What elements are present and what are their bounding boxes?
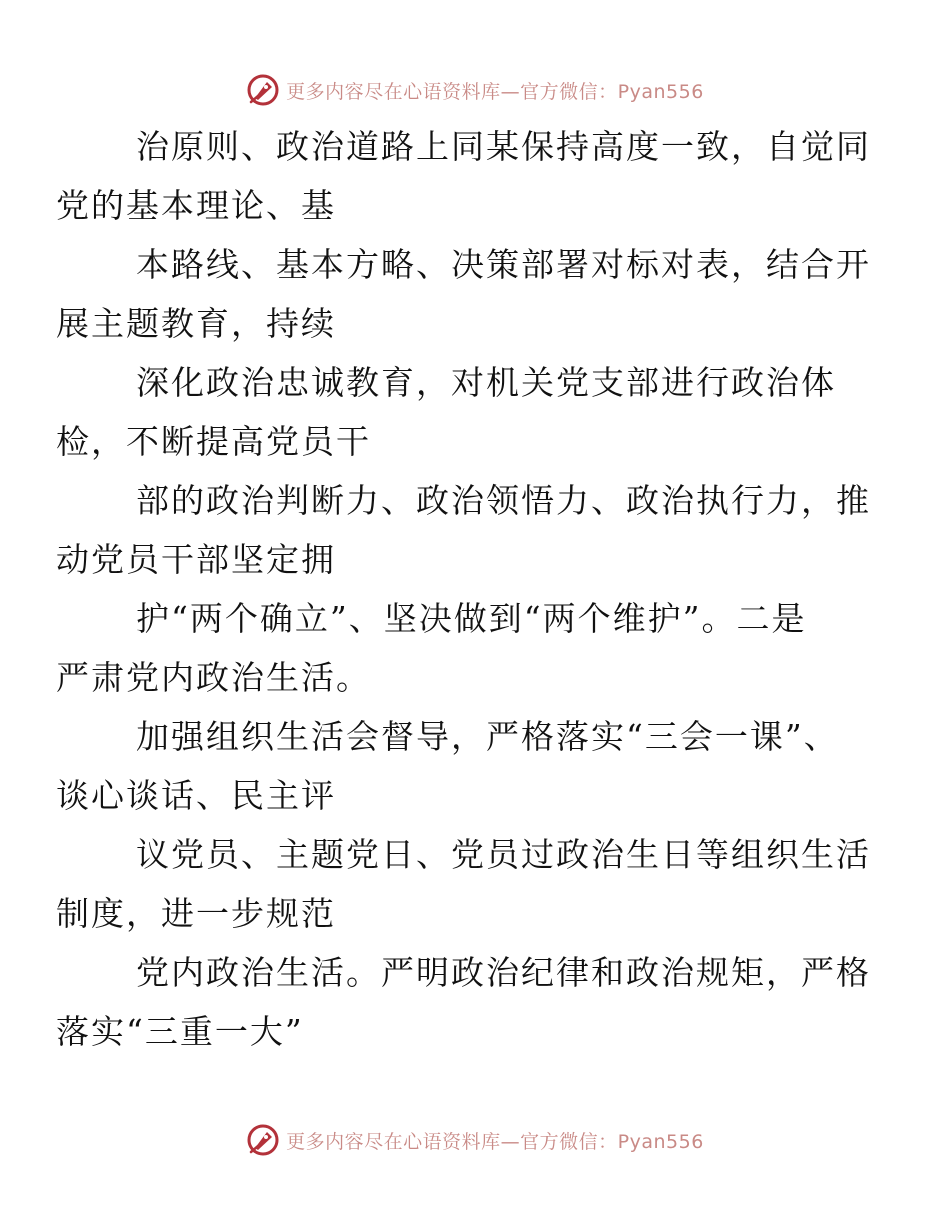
pen-nib-logo-icon: [246, 73, 280, 107]
paragraph-continuation-line: 严肃党内政治生活。: [56, 658, 371, 697]
paragraph: [56, 471, 871, 589]
paragraph-first-line: 党内政治生活。严明政治纪律和政治规矩，严格: [136, 953, 871, 992]
pen-nib-logo-icon: [246, 1123, 280, 1157]
paragraph-first-line: 议党员、主题党日、党员过政治生日等组织生活: [136, 835, 871, 874]
document-body: [56, 117, 871, 1061]
paragraph: [56, 353, 856, 471]
paragraph-first-line: 深化政治忠诚教育，对机关党支部进行政治体: [136, 363, 836, 402]
paragraph: [56, 707, 856, 825]
paragraph-first-line: 护“两个确立”、坚决做到“两个维护”。二是: [136, 599, 807, 638]
paragraph-continuation-line: 检，不断提高党员干: [56, 422, 371, 461]
paragraph-continuation-line: 落实“三重一大”: [56, 1012, 304, 1051]
paragraph-continuation-line: 动党员干部坚定拥: [56, 540, 336, 579]
paragraph-first-line: 部的政治判断力、政治领悟力、政治执行力，推: [136, 481, 871, 520]
paragraph-continuation-line: 党的基本理论、基: [56, 186, 336, 225]
watermark-text: 更多内容尽在心语资料库—官方微信：Pyan556: [286, 1130, 704, 1153]
paragraph-first-line: 治原则、政治道路上同某保持高度一致，自觉同: [136, 127, 871, 166]
paragraph: [56, 589, 856, 707]
paragraph: [56, 117, 871, 235]
footer-watermark: [0, 1120, 950, 1160]
paragraph-continuation-line: 谈心谈话、民主评: [56, 776, 336, 815]
paragraph: [56, 825, 871, 943]
paragraph-first-line: 加强组织生活会督导，严格落实“三会一课”、: [136, 717, 839, 756]
header-watermark: [0, 70, 950, 110]
paragraph: [56, 235, 871, 353]
paragraph-first-line: 本路线、基本方略、决策部署对标对表，结合开: [136, 245, 871, 284]
paragraph-continuation-line: 展主题教育，持续: [56, 304, 336, 343]
paragraph-continuation-line: 制度，进一步规范: [56, 894, 336, 933]
paragraph: [56, 943, 871, 1061]
watermark-text: 更多内容尽在心语资料库—官方微信：Pyan556: [286, 80, 704, 103]
